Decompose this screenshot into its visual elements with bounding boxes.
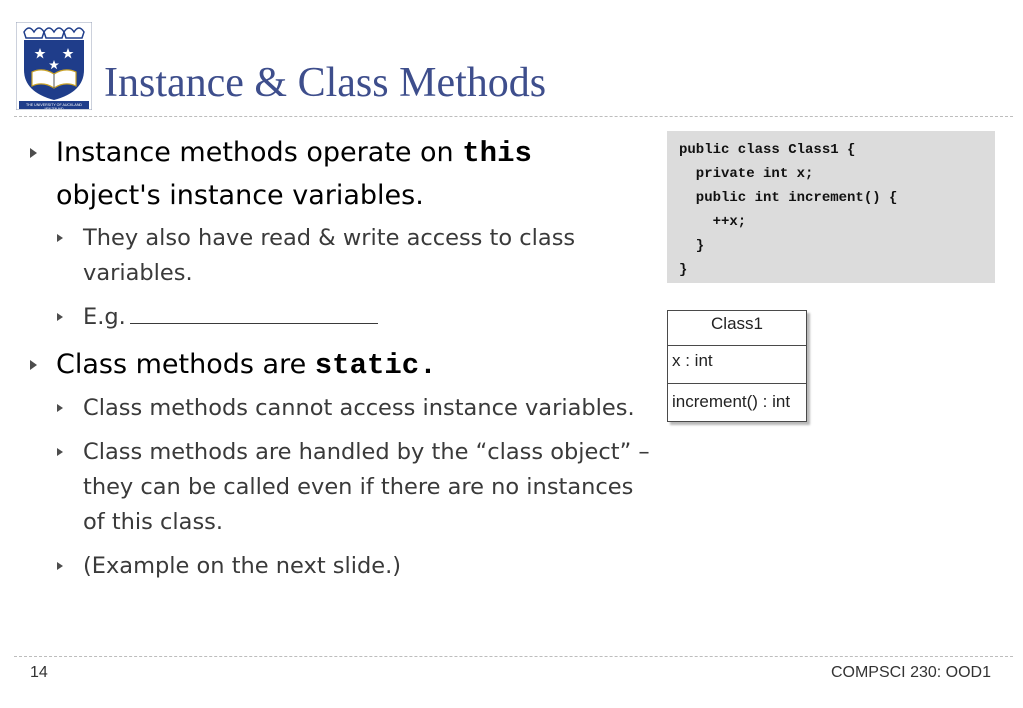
university-logo [16,22,92,110]
code-keyword-this: this [462,137,532,170]
bullet-text: Instance methods operate on [56,137,463,168]
subbullet-next-slide [30,549,650,584]
bullet-list [30,132,650,593]
uml-class-name: Class1 [711,314,763,333]
subbullet-text: They also have read & write access to class variables. [83,225,576,286]
logo-text-university: THE UNIVERSITY OF AUCKLAND [25,103,83,107]
code-line: } [679,238,705,254]
subbullet-text: (Example on the next slide.) [83,553,402,579]
subbullet-arrow-icon [57,404,63,412]
uml-operation: increment() : int [668,383,806,421]
subbullet-text: E.g. [83,304,126,330]
code-line: private int x; [679,166,814,182]
subbullet-arrow-icon [57,562,63,570]
bullet-text-continued: object's instance variables. [56,180,424,211]
subbullet-arrow-icon [57,313,63,321]
subbullet-arrow-icon [57,448,63,456]
title-divider [14,116,1013,117]
bullet-arrow-icon [30,360,37,370]
code-keyword-static: static. [314,349,437,382]
bullet-instance-methods [30,132,650,217]
subbullet-text: Class methods are handled by the “class object” – they can be called even if there are no instances of this class. [83,439,650,535]
code-line: public class Class1 { [679,142,856,158]
fill-in-blank [130,301,378,324]
slide-title: Instance & Class Methods [104,60,547,106]
subbullet-read-write [30,221,650,291]
course-label: COMPSCI 230: OOD1 [830,664,991,681]
subbullet-class-object [30,435,650,540]
bullet-text: Class methods are [56,349,315,380]
code-snippet [667,131,995,283]
bullet-class-methods [30,344,650,387]
footer-divider [14,656,1013,657]
subbullet-text: Class methods cannot access instance variables. [83,395,635,421]
logo-text-country: NEW ZEALAND [44,107,64,110]
uml-attribute: x : int [668,345,806,383]
subbullet-no-instance-access [30,391,650,426]
bullet-arrow-icon [30,148,37,158]
page-number: 14 [30,664,48,681]
code-line: } [679,262,688,278]
subbullet-arrow-icon [57,234,63,242]
code-line: ++x; [679,214,747,230]
subbullet-example [30,300,650,335]
code-line: public int increment() { [679,190,898,206]
uml-class-diagram [667,310,807,422]
